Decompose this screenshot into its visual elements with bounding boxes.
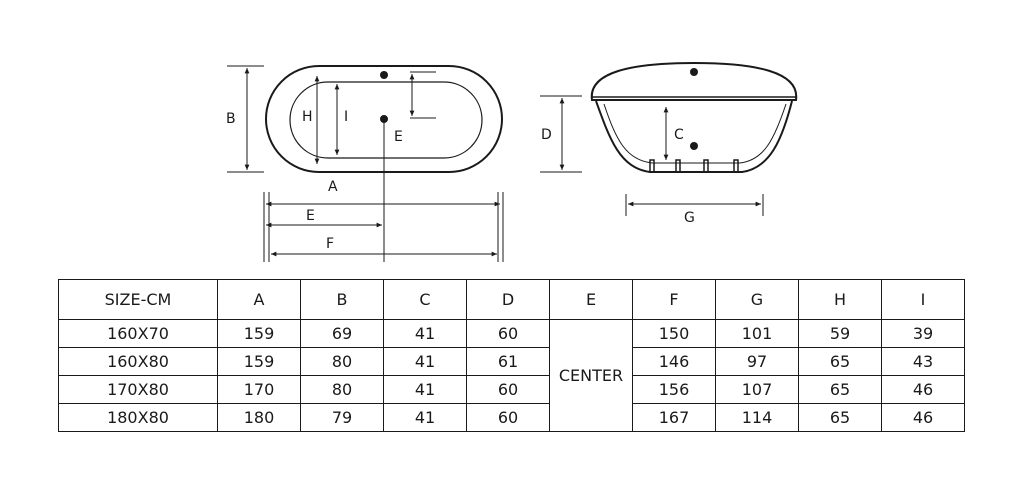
- cell-b: 80: [301, 348, 384, 376]
- side-drain-hole: [690, 142, 698, 150]
- label-c: C: [674, 127, 684, 143]
- header-i: I: [882, 280, 965, 320]
- table-row: [59, 348, 965, 376]
- label-f: F: [326, 236, 335, 252]
- cell-g: 114: [716, 404, 799, 432]
- cell-a: 159: [218, 320, 301, 348]
- cell-h: 65: [799, 376, 882, 404]
- label-i: I: [344, 109, 349, 125]
- cell-d: 60: [467, 404, 550, 432]
- dimension-e-vertical: [410, 72, 436, 118]
- cell-a: 170: [218, 376, 301, 404]
- table-row: [59, 320, 965, 348]
- cell-size: 160X70: [59, 320, 218, 348]
- cell-i: 43: [882, 348, 965, 376]
- cell-e-center: CENTER: [550, 320, 633, 432]
- cell-size: 170X80: [59, 376, 218, 404]
- cell-b: 79: [301, 404, 384, 432]
- cell-g: 97: [716, 348, 799, 376]
- table-row: [59, 376, 965, 404]
- header-e: E: [550, 280, 633, 320]
- cell-size: 160X80: [59, 348, 218, 376]
- overflow-hole: [380, 71, 388, 79]
- header-h: H: [799, 280, 882, 320]
- cell-d: 61: [467, 348, 550, 376]
- cell-h: 65: [799, 404, 882, 432]
- header-a: A: [218, 280, 301, 320]
- cell-i: 39: [882, 320, 965, 348]
- cell-h: 59: [799, 320, 882, 348]
- cell-size: 180X80: [59, 404, 218, 432]
- size-specification-table: [58, 279, 965, 432]
- cell-i: 46: [882, 404, 965, 432]
- cell-c: 41: [384, 320, 467, 348]
- cell-a: 180: [218, 404, 301, 432]
- label-e-center: E: [394, 129, 403, 145]
- cell-f: 167: [633, 404, 716, 432]
- cell-b: 69: [301, 320, 384, 348]
- table-header-row: [59, 280, 965, 320]
- cell-g: 107: [716, 376, 799, 404]
- cell-f: 156: [633, 376, 716, 404]
- cell-h: 65: [799, 348, 882, 376]
- label-e-dimension: E: [306, 208, 315, 224]
- cell-d: 60: [467, 376, 550, 404]
- cell-f: 150: [633, 320, 716, 348]
- cell-d: 60: [467, 320, 550, 348]
- tub-side-body: [596, 101, 792, 172]
- cell-i: 46: [882, 376, 965, 404]
- header-size: SIZE-CM: [59, 280, 218, 320]
- side-overflow-hole: [690, 68, 698, 76]
- header-c: C: [384, 280, 467, 320]
- cell-g: 101: [716, 320, 799, 348]
- label-a: A: [328, 179, 338, 195]
- cell-c: 41: [384, 404, 467, 432]
- cell-f: 146: [633, 348, 716, 376]
- cell-c: 41: [384, 348, 467, 376]
- table-row: [59, 404, 965, 432]
- label-b: B: [226, 111, 236, 127]
- label-h: H: [302, 109, 313, 125]
- cell-c: 41: [384, 376, 467, 404]
- header-b: B: [301, 280, 384, 320]
- cell-b: 80: [301, 376, 384, 404]
- header-d: D: [467, 280, 550, 320]
- header-f: F: [633, 280, 716, 320]
- tub-feet: [650, 160, 738, 172]
- label-g: G: [684, 210, 695, 226]
- cell-a: 159: [218, 348, 301, 376]
- side-view: [592, 63, 797, 172]
- label-d: D: [541, 127, 552, 143]
- header-g: G: [716, 280, 799, 320]
